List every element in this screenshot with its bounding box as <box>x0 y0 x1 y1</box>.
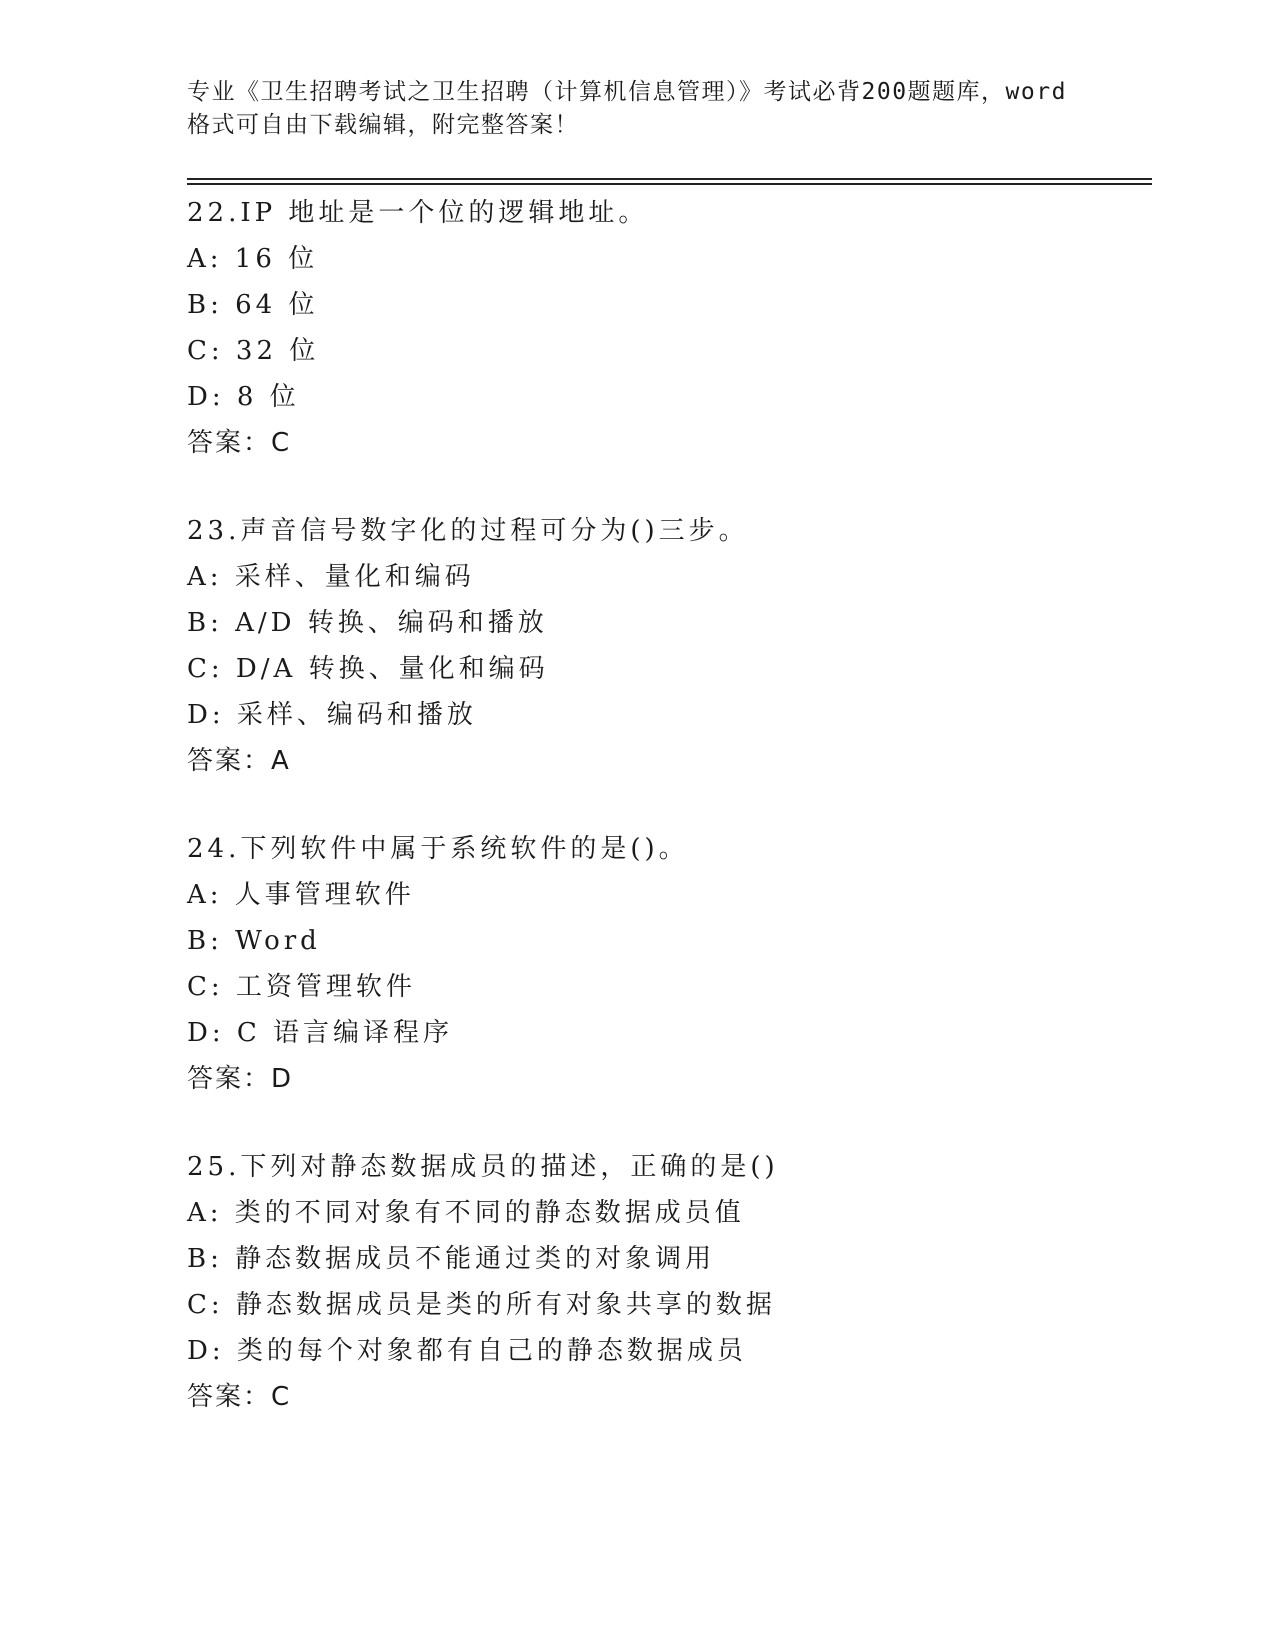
question-stem: 25.下列对静态数据成员的描述，正确的是() <box>187 1152 779 1182</box>
option-c: C: 静态数据成员是类的所有对象共享的数据 <box>187 1290 776 1320</box>
question-23 <box>187 508 1147 784</box>
option-b: B: 64 位 <box>187 290 319 320</box>
question-spacer <box>187 784 1147 826</box>
answer-line: 答案：C <box>187 428 292 458</box>
option-a: A: 人事管理软件 <box>187 880 415 910</box>
option-b: B: 静态数据成员不能通过类的对象调用 <box>187 1244 716 1274</box>
question-24 <box>187 826 1147 1102</box>
question-stem: 23.声音信号数字化的过程可分为()三步。 <box>187 516 749 546</box>
question-spacer <box>187 1102 1147 1144</box>
question-stem: 22.IP 地址是一个位的逻辑地址。 <box>187 198 649 228</box>
option-d: D: 采样、编码和播放 <box>187 700 477 730</box>
option-d: D: 8 位 <box>187 382 300 412</box>
option-b: B: A/D 转换、编码和播放 <box>187 608 548 638</box>
option-a: A: 16 位 <box>187 244 319 274</box>
answer-line: 答案：C <box>187 1382 292 1412</box>
option-b: B: Word <box>187 926 321 956</box>
option-c: C: 工资管理软件 <box>187 972 416 1002</box>
option-d: D: C 语言编译程序 <box>187 1018 454 1048</box>
header-divider-bottom <box>187 183 1152 185</box>
header-line-1: 专业《卫生招聘考试之卫生招聘（计算机信息管理）》考试必背200题题库，word <box>187 79 1067 105</box>
header-line-2: 格式可自由下载编辑，附完整答案！ <box>187 112 579 138</box>
answer-line: 答案：D <box>187 1064 294 1094</box>
option-d: D: 类的每个对象都有自己的静态数据成员 <box>187 1336 747 1366</box>
header-divider-top <box>187 178 1152 180</box>
answer-line: 答案：A <box>187 746 291 776</box>
option-c: C: D/A 转换、量化和编码 <box>187 654 549 684</box>
question-25 <box>187 1144 1147 1420</box>
option-a: A: 采样、量化和编码 <box>187 562 475 592</box>
question-stem: 24.下列软件中属于系统软件的是()。 <box>187 834 689 864</box>
option-a: A: 类的不同对象有不同的静态数据成员值 <box>187 1198 745 1228</box>
question-list <box>187 190 1147 1420</box>
question-22 <box>187 190 1147 466</box>
question-spacer <box>187 466 1147 508</box>
option-c: C: 32 位 <box>187 336 320 366</box>
document-header <box>187 76 1097 142</box>
